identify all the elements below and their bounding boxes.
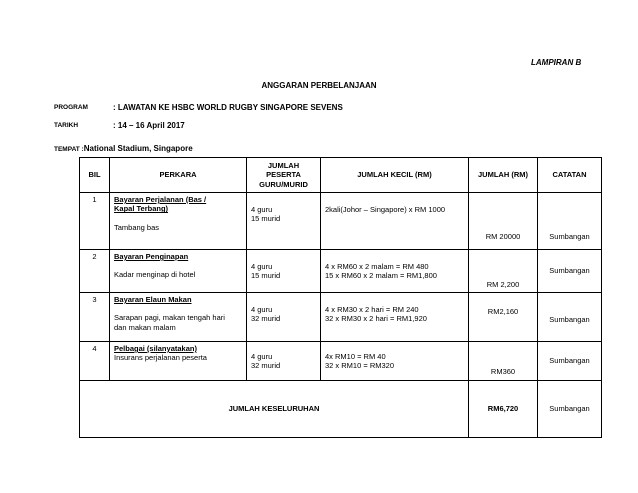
tempat-line: [54, 138, 193, 156]
row-title-line2: Kapal Terbang): [114, 204, 169, 214]
tempat-value: National Stadium, Singapore: [83, 144, 193, 153]
row-jumlah: RM 2,200: [469, 250, 538, 293]
tarikh-value: : 14 – 16 April 2017: [113, 121, 185, 130]
row-catatan: Sumbangan: [538, 293, 602, 342]
table-row: [80, 193, 602, 250]
row-peserta-guru: 4 guru: [251, 352, 273, 361]
row-peserta: [247, 342, 321, 381]
header-jumlah: JUMLAH (RM): [469, 158, 538, 193]
row-bil: 1: [80, 193, 110, 250]
table-row: [80, 250, 602, 293]
row-jumlah-kecil: [321, 342, 469, 381]
tempat-label: TEMPAT :: [54, 146, 84, 153]
row-jumlah-kecil: [321, 293, 469, 342]
row-peserta-murid: 32 murid: [251, 314, 281, 324]
header-jumlah-peserta-line3: GURU/MURID: [259, 179, 308, 189]
total-catatan: Sumbangan: [538, 381, 602, 438]
row-perkara: [110, 342, 247, 381]
row-title: Bayaran Elaun Makan: [114, 295, 192, 304]
header-jumlah-kecil: JUMLAH KECIL (RM): [321, 158, 469, 193]
tarikh-label: TARIKH: [54, 122, 79, 129]
row-kecil-line1: 2kali(Johor – Singapore) x RM 1000: [325, 205, 446, 214]
table-row: [80, 293, 602, 342]
row-jumlah-kecil: [321, 193, 469, 250]
row-kecil-line2: 15 x RM60 x 2 malam = RM1,800: [325, 271, 437, 281]
header-jumlah-peserta: [247, 158, 321, 193]
row-kecil-line1: 4x RM10 = RM 40: [325, 352, 386, 361]
budget-table: [79, 157, 602, 438]
row-peserta-guru: 4 guru: [251, 262, 273, 271]
header-jumlah-peserta-line2: PESERTA: [266, 170, 301, 180]
row-perkara: [110, 193, 247, 250]
total-value: RM6,720: [469, 381, 538, 438]
row-kecil-line1: 4 x RM30 x 2 hari = RM 240: [325, 305, 419, 314]
row-desc: Tambang bas: [114, 222, 160, 232]
row-catatan: Sumbangan: [538, 250, 602, 293]
header-bil: BIL: [80, 158, 110, 193]
header-catatan: CATATAN: [538, 158, 602, 193]
row-peserta-guru: 4 guru: [251, 205, 273, 214]
row-desc-line2: dan makan malam: [114, 322, 176, 332]
row-perkara: [110, 293, 247, 342]
row-jumlah: RM2,160: [469, 293, 538, 342]
table-row: [80, 342, 602, 381]
row-jumlah-kecil: [321, 250, 469, 293]
program-value: : LAWATAN KE HSBC WORLD RUGBY SINGAPORE SEVENS: [113, 103, 343, 112]
row-peserta: [247, 193, 321, 250]
row-kecil-line2: 32 x RM10 = RM320: [325, 361, 394, 371]
total-label: JUMLAH KESELURUHAN: [80, 381, 469, 438]
row-jumlah: RM360: [469, 342, 538, 381]
row-desc: Sarapan pagi, makan tengah hari: [114, 313, 225, 323]
row-jumlah: RM 20000: [469, 193, 538, 250]
row-kecil-line1: 4 x RM60 x 2 malam = RM 480: [325, 262, 429, 271]
document-title: ANGGARAN PERBELANJAAN: [261, 81, 377, 90]
row-bil: 3: [80, 293, 110, 342]
row-catatan: Sumbangan: [538, 342, 602, 381]
row-title: Pelbagai (silanyatakan): [114, 344, 197, 353]
row-perkara: [110, 250, 247, 293]
header-perkara: PERKARA: [110, 158, 247, 193]
table-header-row: [80, 158, 602, 193]
row-title: Bayaran Perjalanan (Bas /: [114, 195, 207, 204]
row-catatan: Sumbangan: [538, 193, 602, 250]
row-bil: 2: [80, 250, 110, 293]
row-title: Bayaran Penginapan: [114, 252, 189, 261]
row-peserta-murid: 32 murid: [251, 361, 281, 371]
row-peserta-murid: 15 murid: [251, 214, 281, 224]
row-peserta-guru: 4 guru: [251, 305, 273, 314]
row-peserta: [247, 293, 321, 342]
total-row: [80, 381, 602, 438]
row-peserta-murid: 15 murid: [251, 271, 281, 281]
row-kecil-line2: 32 x RM30 x 2 hari = RM1,920: [325, 314, 427, 324]
row-desc: Insurans perjalanan peserta: [114, 353, 207, 363]
lampiran-label: LAMPIRAN B: [531, 58, 582, 67]
program-label: PROGRAM: [54, 104, 88, 111]
row-bil: 4: [80, 342, 110, 381]
header-jumlah-peserta-line1: JUMLAH: [267, 160, 300, 170]
row-peserta: [247, 250, 321, 293]
row-desc: Kadar menginap di hotel: [114, 270, 196, 280]
